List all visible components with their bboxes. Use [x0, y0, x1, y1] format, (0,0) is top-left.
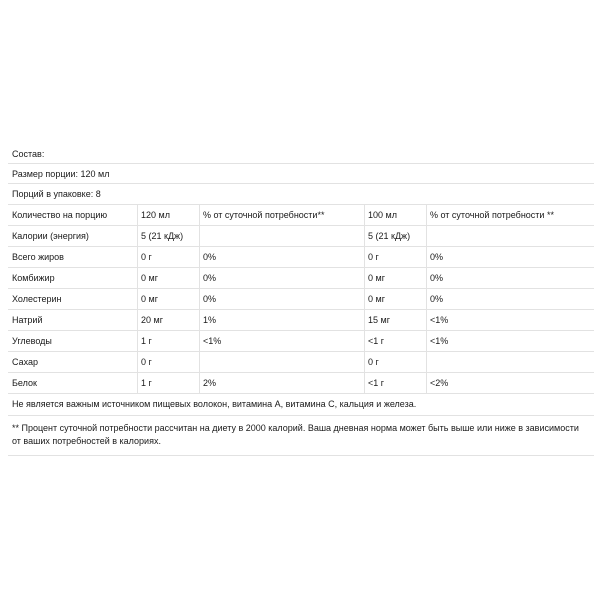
amount-per-serving: 0 мг	[141, 273, 158, 283]
daily-value-100ml: <2%	[430, 378, 449, 388]
table-row	[8, 331, 594, 352]
daily-value-100ml: <1%	[430, 315, 449, 325]
amount-per-100ml: <1 г	[368, 336, 385, 346]
nutrient-name: Калории (энергия)	[12, 231, 89, 241]
amount-per-100ml: 0 мг	[368, 294, 385, 304]
column-header-daily-value-serving: % от суточной потребности**	[203, 210, 325, 220]
nutrient-name: Всего жиров	[12, 252, 64, 262]
amount-per-serving: 5 (21 кДж)	[141, 231, 184, 241]
table-row	[8, 373, 594, 394]
table-header-row	[8, 205, 594, 226]
table-row	[8, 268, 594, 289]
daily-value-serving: 0%	[203, 252, 217, 262]
not-significant-note: Не является важным источником пищевых волокон, витамина А, витамина С, кальция и железа.	[8, 394, 594, 416]
amount-per-serving: 1 г	[141, 336, 152, 346]
amount-per-100ml: 5 (21 кДж)	[368, 231, 411, 241]
amount-per-serving: 20 мг	[141, 315, 163, 325]
table-row	[8, 247, 594, 268]
amount-per-100ml: <1 г	[368, 378, 385, 388]
daily-value-serving: 0%	[203, 294, 217, 304]
table-row	[8, 352, 594, 373]
daily-value-100ml: 0%	[430, 252, 444, 262]
nutrition-facts	[8, 144, 594, 456]
servings-per-pack: Порций в упаковке: 8	[8, 184, 594, 205]
nutrient-name: Комбижир	[12, 273, 55, 283]
table-row	[8, 310, 594, 331]
amount-per-serving: 0 г	[141, 252, 152, 262]
column-header-per-serving: 120 мл	[141, 210, 170, 220]
daily-value-100ml: <1%	[430, 336, 449, 346]
amount-per-100ml: 0 г	[368, 357, 379, 367]
amount-per-100ml: 0 г	[368, 252, 379, 262]
amount-per-serving: 0 г	[141, 357, 152, 367]
column-header-daily-value-100ml: % от суточной потребности **	[430, 210, 554, 220]
amount-per-100ml: 15 мг	[368, 315, 390, 325]
table-row	[8, 226, 594, 247]
table-row	[8, 289, 594, 310]
nutrient-name: Сахар	[12, 357, 39, 367]
nutrient-name: Углеводы	[12, 336, 52, 346]
nutrient-name: Холестерин	[12, 294, 62, 304]
daily-value-footnote: ** Процент суточной потребности рассчитан на диету в 2000 калорий. Ваша дневная норма может быть выше или ниже в зависимости от ваших потребностей в калориях.	[8, 416, 594, 456]
nutrient-name: Натрий	[12, 315, 43, 325]
daily-value-serving: <1%	[203, 336, 222, 346]
serving-size: Размер порции: 120 мл	[8, 164, 594, 184]
nutrient-name: Белок	[12, 378, 37, 388]
composition-label: Состав:	[8, 144, 594, 164]
daily-value-serving: 0%	[203, 273, 217, 283]
daily-value-100ml: 0%	[430, 294, 444, 304]
column-header-per-100ml: 100 мл	[368, 210, 397, 220]
daily-value-serving: 2%	[203, 378, 217, 388]
amount-per-100ml: 0 мг	[368, 273, 385, 283]
amount-per-serving: 1 г	[141, 378, 152, 388]
column-header-nutrient: Количество на порцию	[12, 210, 108, 220]
daily-value-serving: 1%	[203, 315, 217, 325]
amount-per-serving: 0 мг	[141, 294, 158, 304]
daily-value-100ml: 0%	[430, 273, 444, 283]
